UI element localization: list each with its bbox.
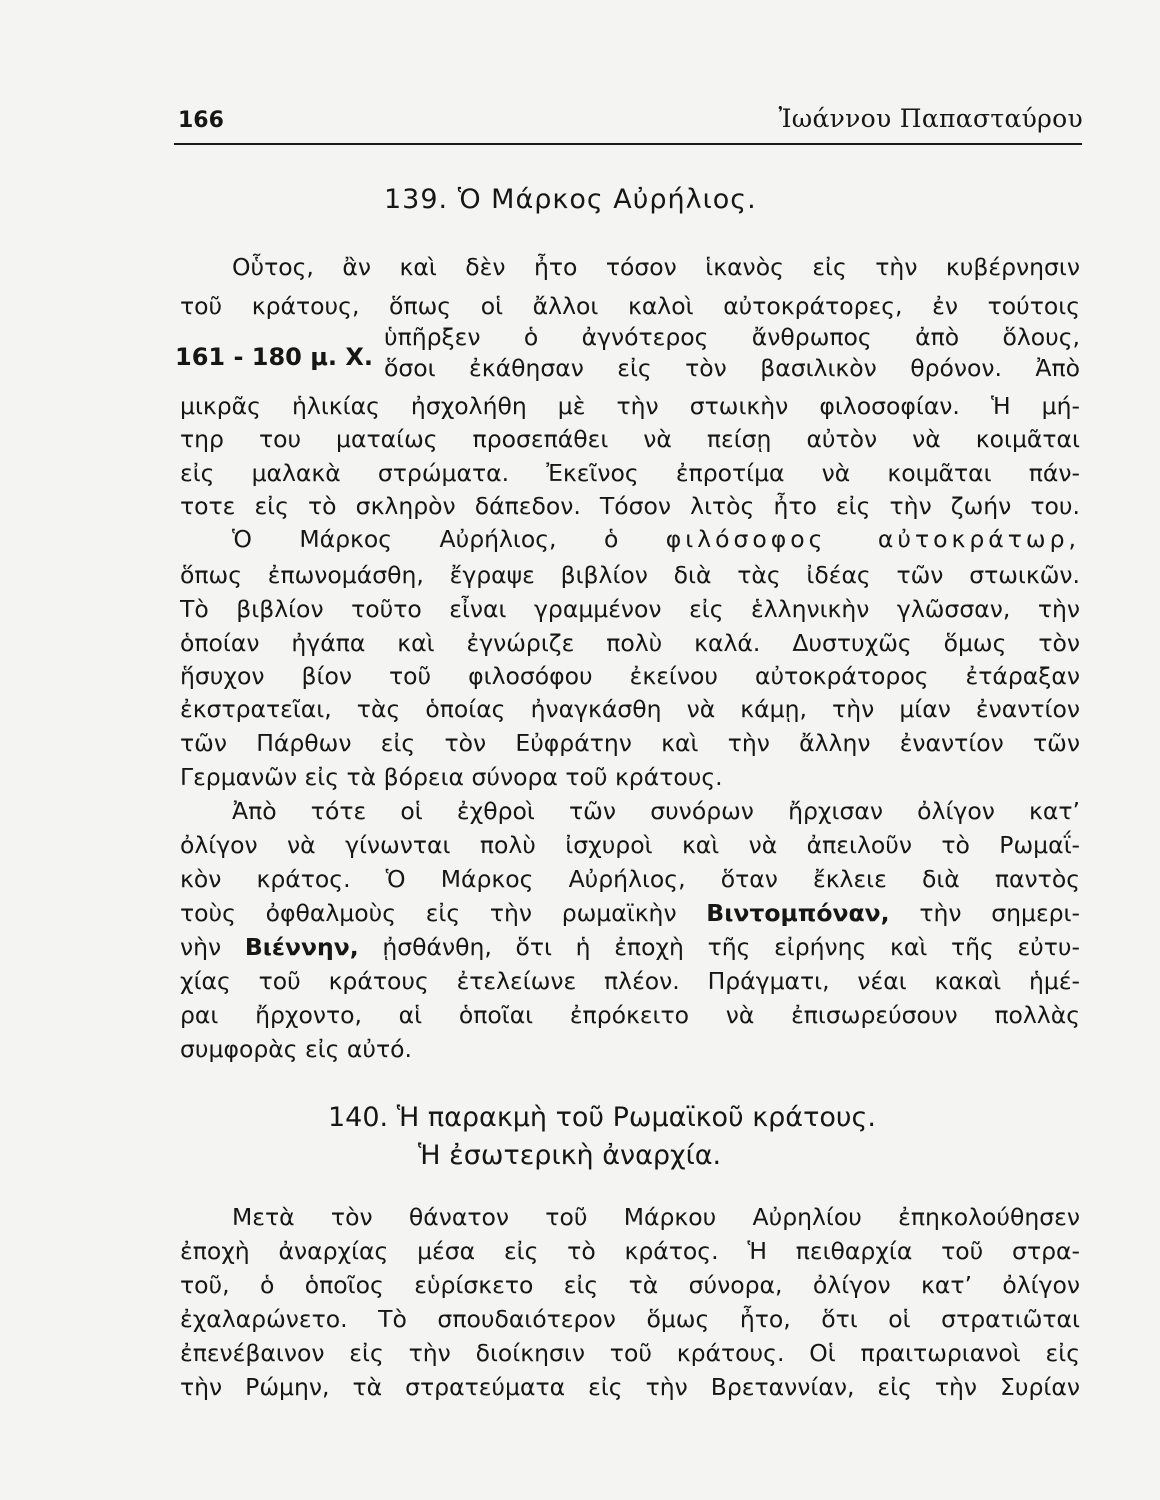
text-line: τοτε εἰς τὸ σκληρὸν δάπεδον. Τόσον λιτὸς ἦτο εἰς τὴν ζωήν του. [180,492,1080,520]
text-line: συμφορὰς εἰς αὐτό. [180,1035,412,1063]
text-line: τοῦ, ὁ ὁποῖος εὑρίσκετο εἰς τὰ σύνορα, ὀλίγον κατ’ ὀλίγον [180,1271,1080,1299]
text-line: Γερμανῶν εἰς τὰ βόρεια σύνορα τοῦ κράτους. [180,763,723,791]
text-span: τὴν σημερι- [889,899,1080,927]
text-line: τὴν Ρώμην, τὰ στρατεύματα εἰς τὴν Βρεταννίαν, εἰς τὴν Συρίαν [180,1373,1080,1401]
text-line: ραι ἤρχοντο, αἱ ὁποῖαι ἐπρόκειτο νὰ ἐπισωρεύσουν πολλὰς [180,1001,1080,1029]
text-line: τῶν Πάρθων εἰς τὸν Εὐφράτην καὶ τὴν ἄλλην ἐναντίον τῶν [180,729,1080,757]
text-line: κὸν κράτος. Ὁ Μάρκος Αὐρήλιος, ὅταν ἔκλειε διὰ παντὸς [180,865,1080,893]
text-line: ὀλίγον νὰ γίνωνται πολὺ ἰσχυροὶ καὶ νὰ ἀπειλοῦν τὸ Ρωμαΐ- [180,831,1080,859]
text-line: ἐκστρατεῖαι, τὰς ὁποίας ἠναγκάσθη νὰ κάμῃ, τὴν μίαν ἐναντίον [180,695,1080,723]
text-line: εἰς μαλακὰ στρώματα. Ἐκεῖνος ἐπροτίμα νὰ κοιμᾶται πάν- [180,459,1080,487]
text-line: ἐχαλαρώνετο. Τὸ σπουδαιότερον ὅμως ἦτο, ὅτι οἱ στρατιῶται [180,1305,1080,1333]
spaced-emphasis: φιλόσοφος αὐτοκράτωρ, [665,525,1080,553]
text-span: Ὁ Μάρκος Αὐρήλιος, ὁ [232,525,666,553]
page-number: 166 [178,108,224,133]
text-span: ᾐσθάνθη, ὅτι ἡ ἐποχὴ τῆς εἰρήνης καὶ τῆς εὐτυ- [358,933,1081,961]
text-line [180,898,1080,928]
text-line: ὑπῆρξεν ὁ ἀγνότερος ἄνθρωπος ἀπὸ ὅλους, [384,323,1080,351]
text-line: Ἀπὸ τότε οἱ ἐχθροὶ τῶν συνόρων ἤρχισαν ὀλίγον κατ’ [232,797,1080,825]
section-140-heading: 140. Ἡ παρακμὴ τοῦ Ρωμαϊκοῦ κράτους. [328,1102,876,1133]
text-line: ἐπενέβαινον εἰς τὴν διοίκησιν τοῦ κράτους. Οἱ πραιτωριανοὶ εἰς [180,1339,1080,1367]
header-rule [174,143,1082,145]
text-line: ἥσυχον βίον τοῦ φιλοσόφου ἐκείνου αὐτοκράτορος ἐτάραξαν [180,662,1080,690]
page-header [178,100,1083,140]
text-line: ὅπως ἐπωνομάσθη, ἔγραψε βιβλίον διὰ τὰς ἰδέας τῶν στωικῶν. [180,561,1080,589]
text-line: μικρᾶς ἡλικίας ἠσχολήθη μὲ τὴν στωικὴν φιλοσοφίαν. Ἡ μή- [180,392,1080,420]
text-line: ἐποχὴ ἀναρχίας μέσα εἰς τὸ κράτος. Ἡ πειθαρχία τοῦ στρα- [180,1237,1080,1265]
text-span: τοὺς ὀφθαλμοὺς εἰς τὴν ρωμαϊκὴν [180,899,707,927]
section-140-subheading: Ἡ ἐσωτερικὴ ἀναρχία. [418,1140,722,1171]
section-139-heading: 139. Ὁ Μάρκος Αὐρήλιος. [384,184,757,215]
text-span: νὴν [180,933,245,961]
text-line: Τὸ βιβλίον τοῦτο εἶναι γραμμένον εἰς ἑλληνικὴν γλῶσσαν, τὴν [180,595,1080,623]
text-line [180,932,1080,962]
text-line: Μετὰ τὸν θάνατον τοῦ Μάρκου Αὐρηλίου ἐπηκολούθησεν [232,1203,1080,1231]
bold-place-name: Βιντομπόναν, [706,899,890,927]
text-line [232,524,1080,554]
text-line: Οὗτος, ἂν καὶ δὲν ἦτο τόσον ἱκανὸς εἰς τὴν κυβέρνησιν [232,253,1080,281]
text-line: ὁποίαν ἠγάπα καὶ ἐγνώριζε πολὺ καλά. Δυστυχῶς ὅμως τὸν [180,629,1080,657]
margin-note-dates: 161 - 180 μ. Χ. [175,343,373,371]
bold-place-name: Βιέννην, [244,933,359,961]
text-line: τηρ του ματαίως προσεπάθει νὰ πείσῃ αὐτὸν νὰ κοιμᾶται [180,425,1080,453]
running-head: Ἰωάννου Παπασταύρου [778,104,1083,133]
text-line: χίας τοῦ κράτους ἐτελείωνε πλέον. Πράγματι, νέαι κακαὶ ἡμέ- [180,967,1080,995]
text-line: τοῦ κράτους, ὅπως οἱ ἄλλοι καλοὶ αὐτοκράτορες, ἐν τούτοις [180,292,1080,320]
text-line: ὅσοι ἐκάθησαν εἰς τὸν βασιλικὸν θρόνον. Ἀπὸ [384,354,1080,382]
